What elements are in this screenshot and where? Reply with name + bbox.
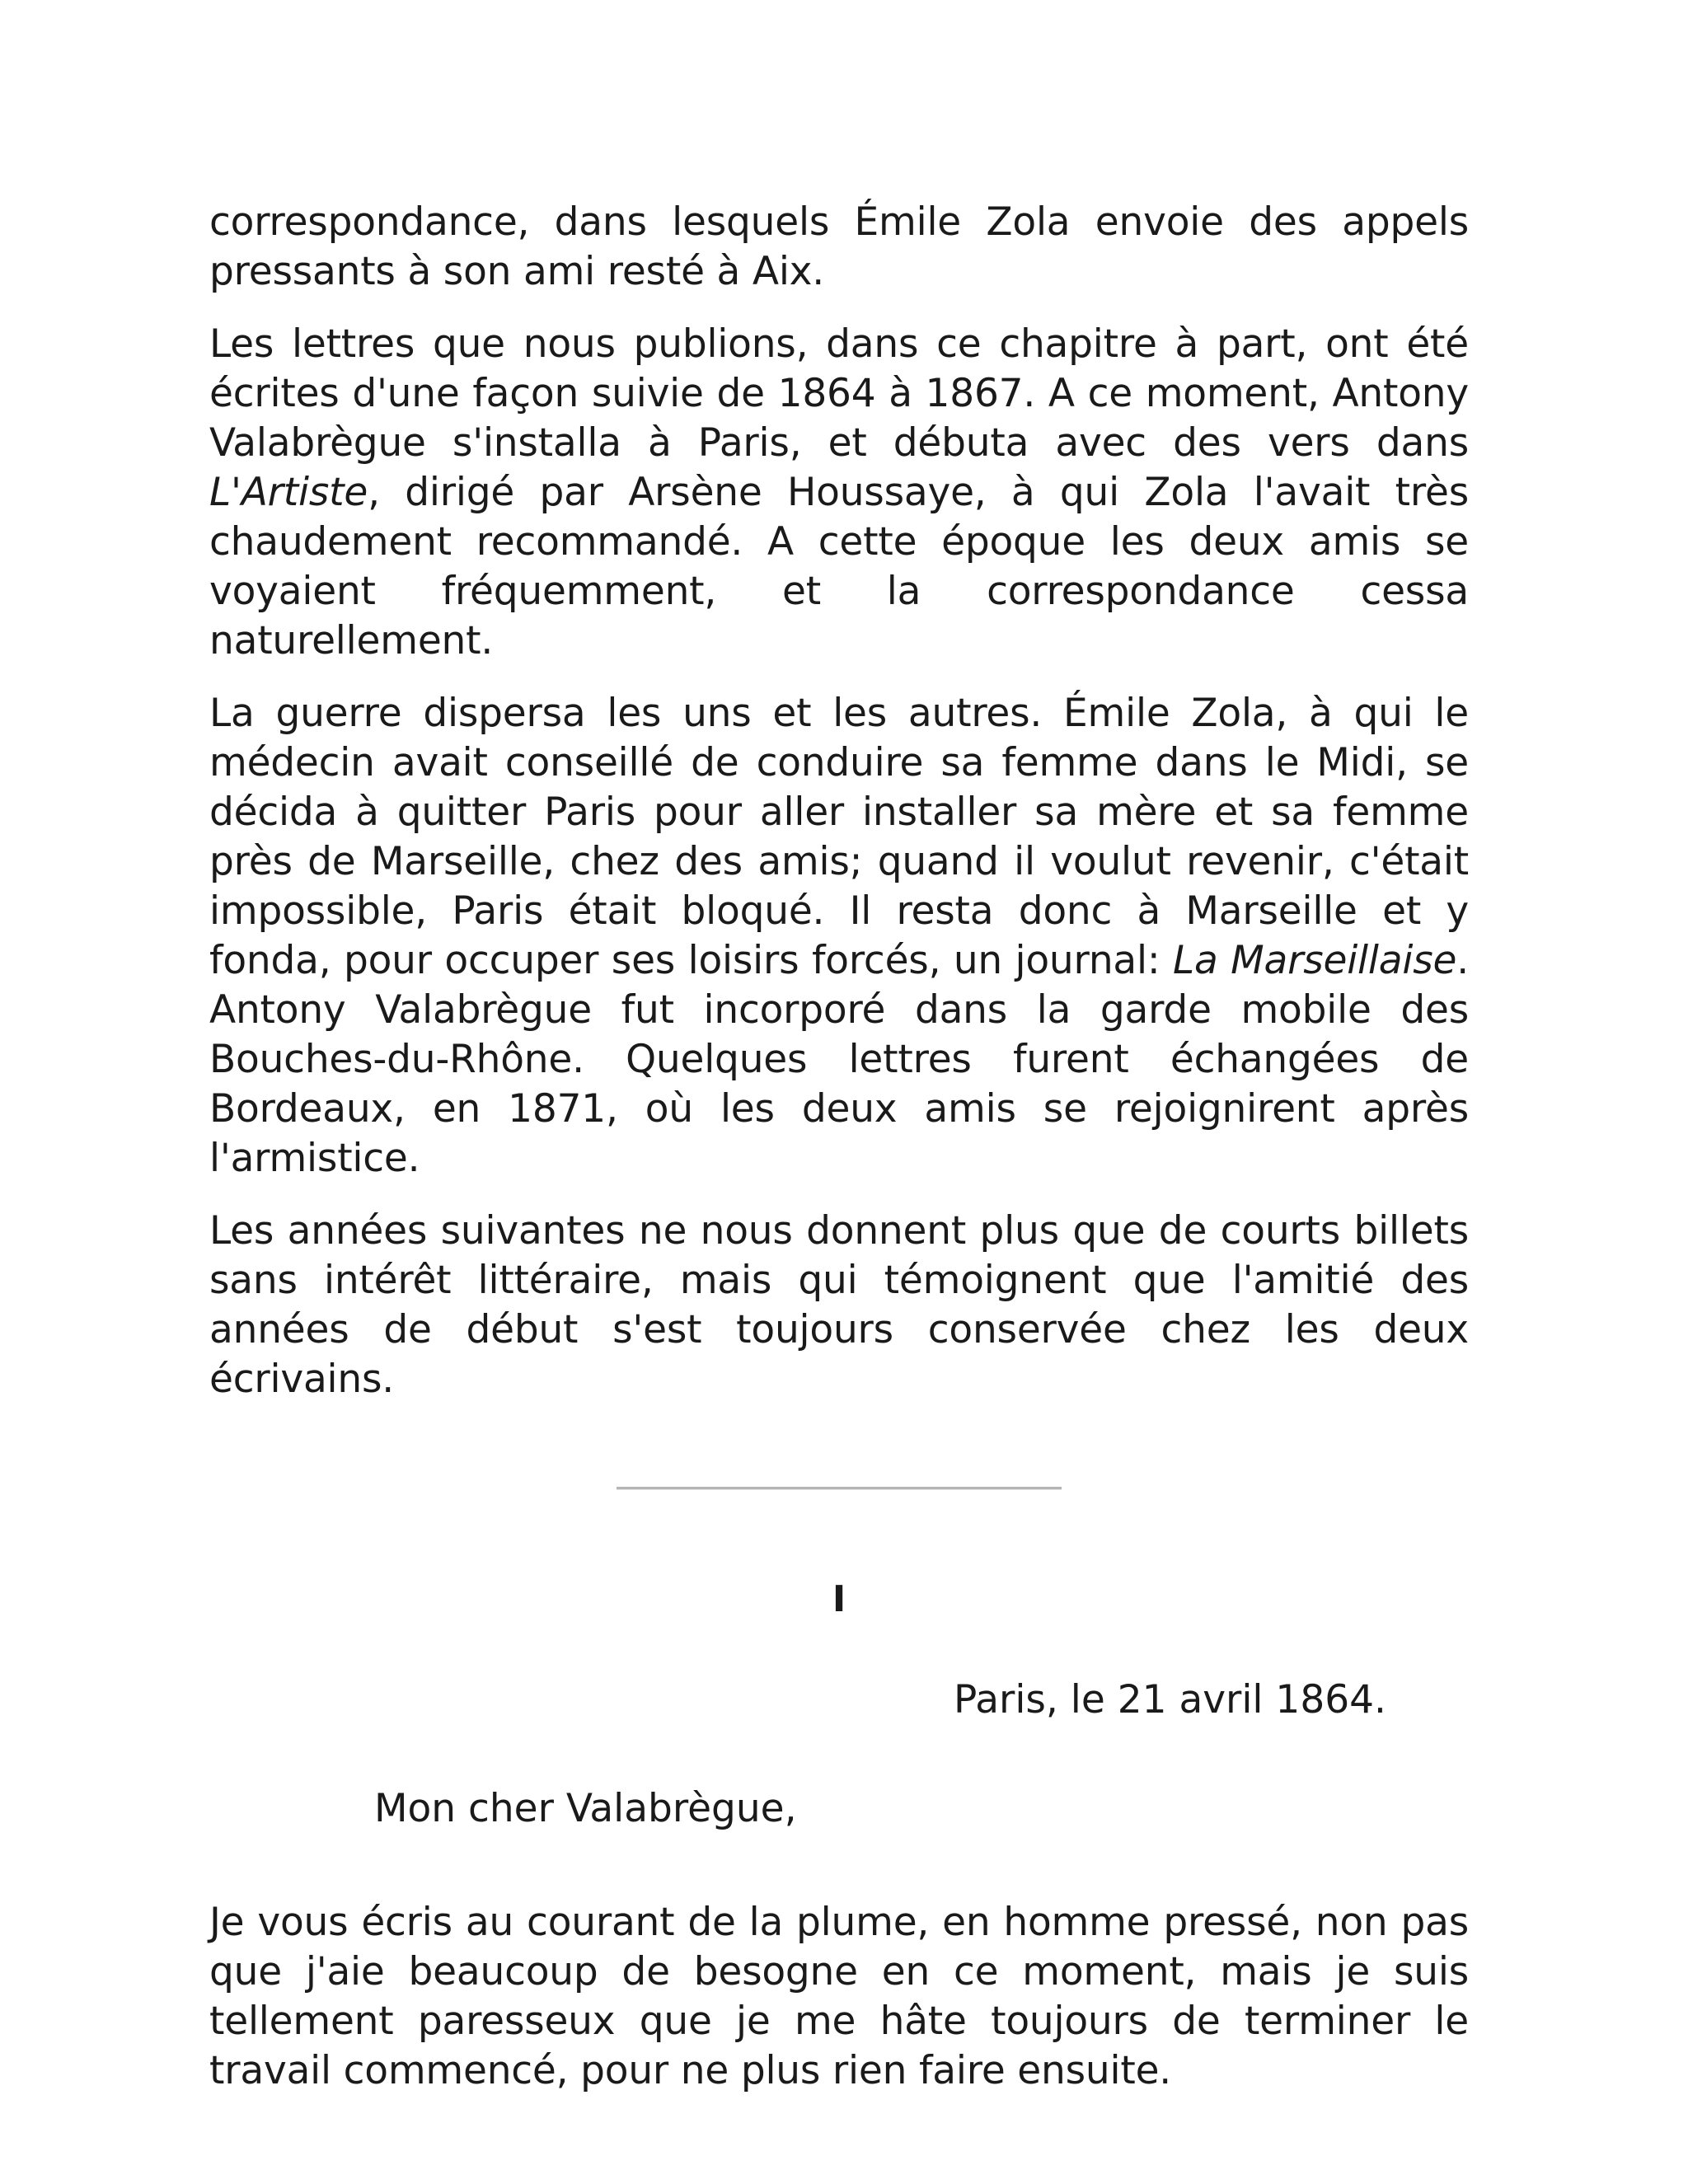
letter-dateline: Paris, le 21 avril 1864.	[954, 1677, 1386, 1722]
chapter-heading: I	[832, 1578, 846, 1620]
section-divider	[617, 1487, 1062, 1490]
paragraph-text: correspondance, dans lesquels Émile Zola envoie des appels pressants à son ami resté à Aix.	[209, 199, 1469, 294]
paragraph-war	[209, 689, 1469, 1183]
paragraph-text: . Antony Valabrègue fut incorporé dans la garde mobile des Bouches-du-Rhône. Quelques lettres furent échangées de Bordeaux, en 1871, où les deux amis se rejoignirent après l'armistice.	[209, 938, 1469, 1181]
journal-title-lartiste: L'Artiste	[209, 470, 368, 515]
paragraph-later-years	[209, 1207, 1469, 1404]
paragraph-text: Les lettres que nous publions, dans ce chapitre à part, ont été écrites d'une façon suivie de 1864 à 1867. A ce moment, Antony Valabrègue s'installa à Paris, et débuta avec des vers dans	[209, 321, 1469, 466]
letter-body-paragraph	[209, 1898, 1469, 2096]
journal-title-la-marseillaise: La Marseillaise	[1173, 938, 1457, 983]
paragraph-letters-1864-1867	[209, 320, 1469, 666]
document-page	[209, 198, 1469, 2119]
paragraph-text: Je vous écris au courant de la plume, en homme pressé, non pas que j'aie beaucoup de besogne en ce moment, mais je suis tellement paresseux que je me hâte toujours de terminer le travail commencé, pour ne plus rien faire ensuite.	[209, 1900, 1469, 2093]
paragraph-intro-continuation	[209, 198, 1469, 297]
paragraph-text: , dirigé par Arsène Houssaye, à qui Zola l'avait très chaudement recommandé. A cette époque les deux amis se voyaient fréquemment, et la correspondance cessa naturellement.	[209, 470, 1469, 663]
letter-salutation: Mon cher Valabrègue,	[374, 1786, 797, 1831]
paragraph-text: Les années suivantes ne nous donnent plus que de courts billets sans intérêt littéraire, mais qui témoignent que l'amitié des années de début s'est toujours conservée chez les deux écrivains.	[209, 1208, 1469, 1402]
paragraph-text: La guerre dispersa les uns et les autres. Émile Zola, à qui le médecin avait conseillé de conduire sa femme dans le Midi, se décida à quitter Paris pour aller installer sa mère et sa femme près de Marseille, chez des amis; quand il voulut revenir, c'était impossible, Paris était bloqué. Il resta donc à Marseille et y fonda, pour occuper ses loisirs forcés, un journal:	[209, 691, 1469, 983]
